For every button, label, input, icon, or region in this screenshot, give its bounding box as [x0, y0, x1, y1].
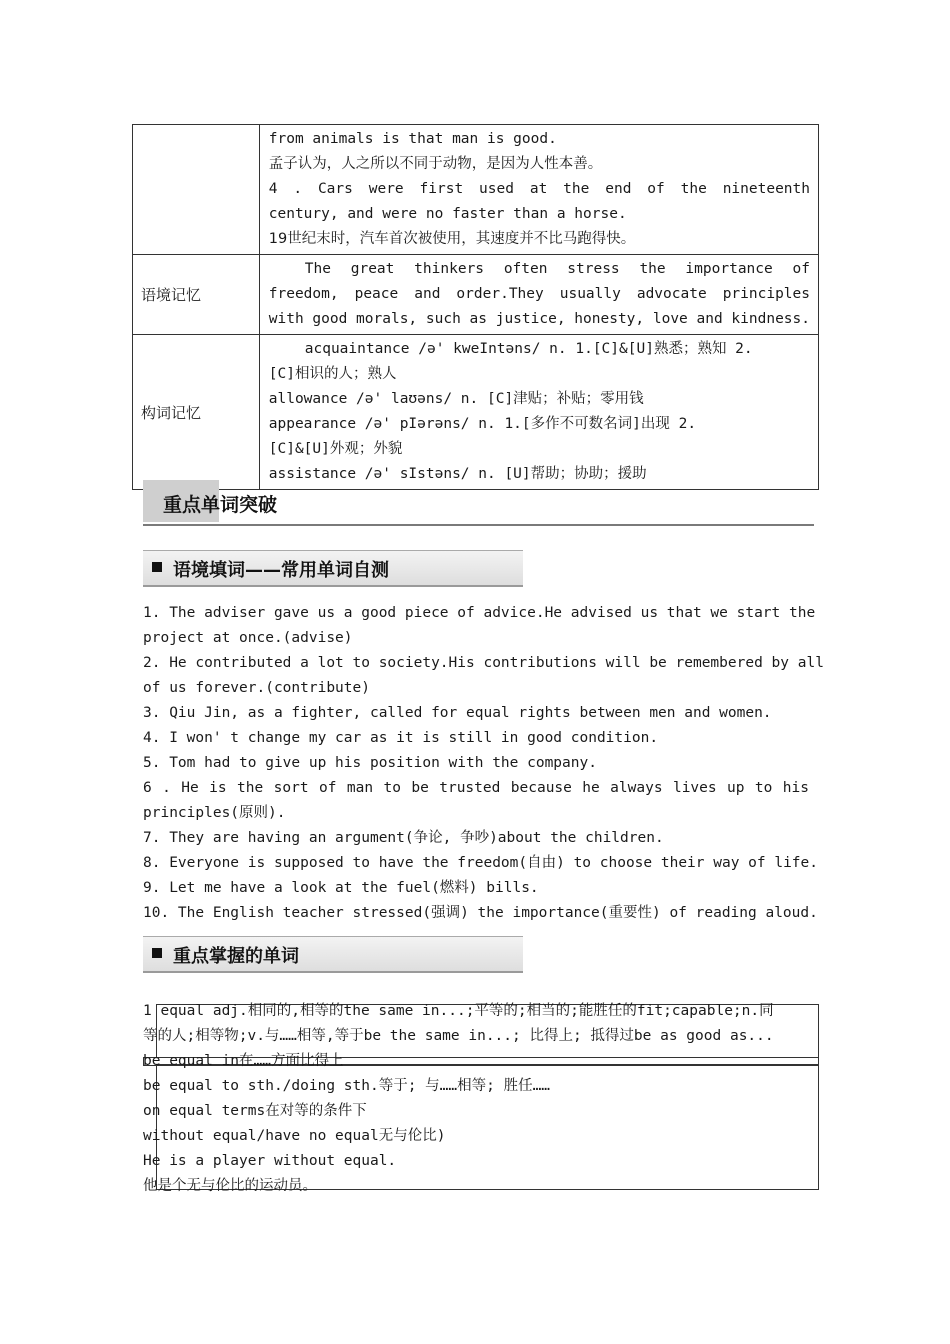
square-bullet-icon: [152, 562, 162, 572]
list-item: 5. Tom had to give up his position with the company.: [143, 755, 597, 771]
list-item: be equal to sth./doing sth.等于; 与……相等; 胜任……: [143, 1078, 551, 1094]
content-line: [C]&[U]外观；外貌: [268, 441, 403, 457]
subheading-title: 语境填词——常用单词自测: [173, 560, 389, 581]
content-line: 4 . Cars were first used at the end of the nineteenth: [268, 181, 810, 197]
content-line: [C]相识的人；熟人: [268, 366, 397, 382]
list-item: He is a player without equal.: [143, 1153, 397, 1169]
content-line: acquaintance /ə' kweIntəns/ n. 1.[C]&[U]熟悉；熟知 2.: [304, 341, 753, 357]
row-label: [133, 125, 260, 255]
vocabulary-table: [132, 124, 819, 490]
list-item: be equal in在……方面比得上: [143, 1053, 344, 1069]
row-label: 构词记忆: [133, 335, 260, 490]
list-item: 3. Qiu Jin, as a fighter, called for equal rights between men and women.: [143, 705, 772, 721]
list-item: 7. They are having an argument(争论, 争吵)about the children.: [143, 830, 664, 846]
list-item: 6 . He is the sort of man to be trusted because he always lives up to his: [143, 780, 809, 796]
list-item: 1. The adviser gave us a good piece of advice.He advised us that we start the: [143, 605, 816, 621]
list-item: of us forever.(contribute): [143, 680, 370, 696]
content-line: 孟子认为，人之所以不同于动物，是因为人性本善。: [268, 156, 603, 172]
subheading-title: 重点掌握的单词: [173, 946, 299, 967]
content-line: 19世纪末时，汽车首次被使用，其速度并不比马跑得快。: [268, 231, 636, 247]
section-title: 重点单词突破: [163, 494, 278, 516]
table-row: [133, 255, 819, 335]
list-item: principles(原则).: [143, 805, 286, 821]
subheading-key-words: [143, 936, 523, 973]
content-line: freedom, peace and order.They usually advocate principles: [268, 286, 810, 302]
content-line: from animals is that man is good.: [268, 131, 557, 147]
content-line: The great thinkers often stress the importance of: [304, 261, 810, 277]
content-line: assistance /ə' sIstəns/ n. [U]帮助；协助；援助: [268, 466, 647, 482]
exercise-list: [143, 601, 824, 926]
list-item: 8. Everyone is supposed to have the freedom(自由) to choose their way of life.: [143, 855, 819, 871]
section-heading: [143, 480, 814, 526]
list-item: without equal/have no equal无与伦比): [143, 1128, 446, 1144]
table-row: [133, 335, 819, 490]
row-content: [259, 255, 818, 335]
list-item: 等的人;相等物;v.与……相等,等于be the same in...; 比得上; 抵得过be as good as...: [143, 1028, 774, 1044]
list-item: 4. I won' t change my car as it is still in good condition.: [143, 730, 659, 746]
list-item: on equal terms在对等的条件下: [143, 1103, 367, 1119]
list-item: 9. Let me have a look at the fuel(燃料) bills.: [143, 880, 539, 896]
row-content: [259, 335, 818, 490]
key-words-list: [143, 999, 813, 1199]
list-item: 10. The English teacher stressed(强调) the importance(重要性) of reading aloud.: [143, 905, 818, 921]
list-item: project at once.(advise): [143, 630, 353, 646]
row-label: 语境记忆: [133, 255, 260, 335]
content-line: allowance /ə' laʊəns/ n. [C]津贴；补贴；零用钱: [268, 391, 644, 407]
content-line: century, and were no faster than a horse.: [268, 206, 627, 222]
list-item: 2. He contributed a lot to society.His contributions will be remembered by all: [143, 655, 824, 671]
content-line: with good morals, such as justice, honesty, love and kindness.: [268, 311, 810, 327]
content-line: appearance /ə' pIərəns/ n. 1.[多作不可数名词]出现 2.: [268, 416, 697, 432]
subheading-context: [143, 550, 523, 587]
list-item: 他是个无与伦比的运动员。: [143, 1178, 317, 1194]
table-row: [133, 125, 819, 255]
list-item: 1 equal adj.相同的,相等的the same in...;平等的;相当的;能胜任的fit;capable;n.同: [143, 1003, 774, 1019]
row-content: [259, 125, 818, 255]
square-bullet-icon: [152, 948, 162, 958]
